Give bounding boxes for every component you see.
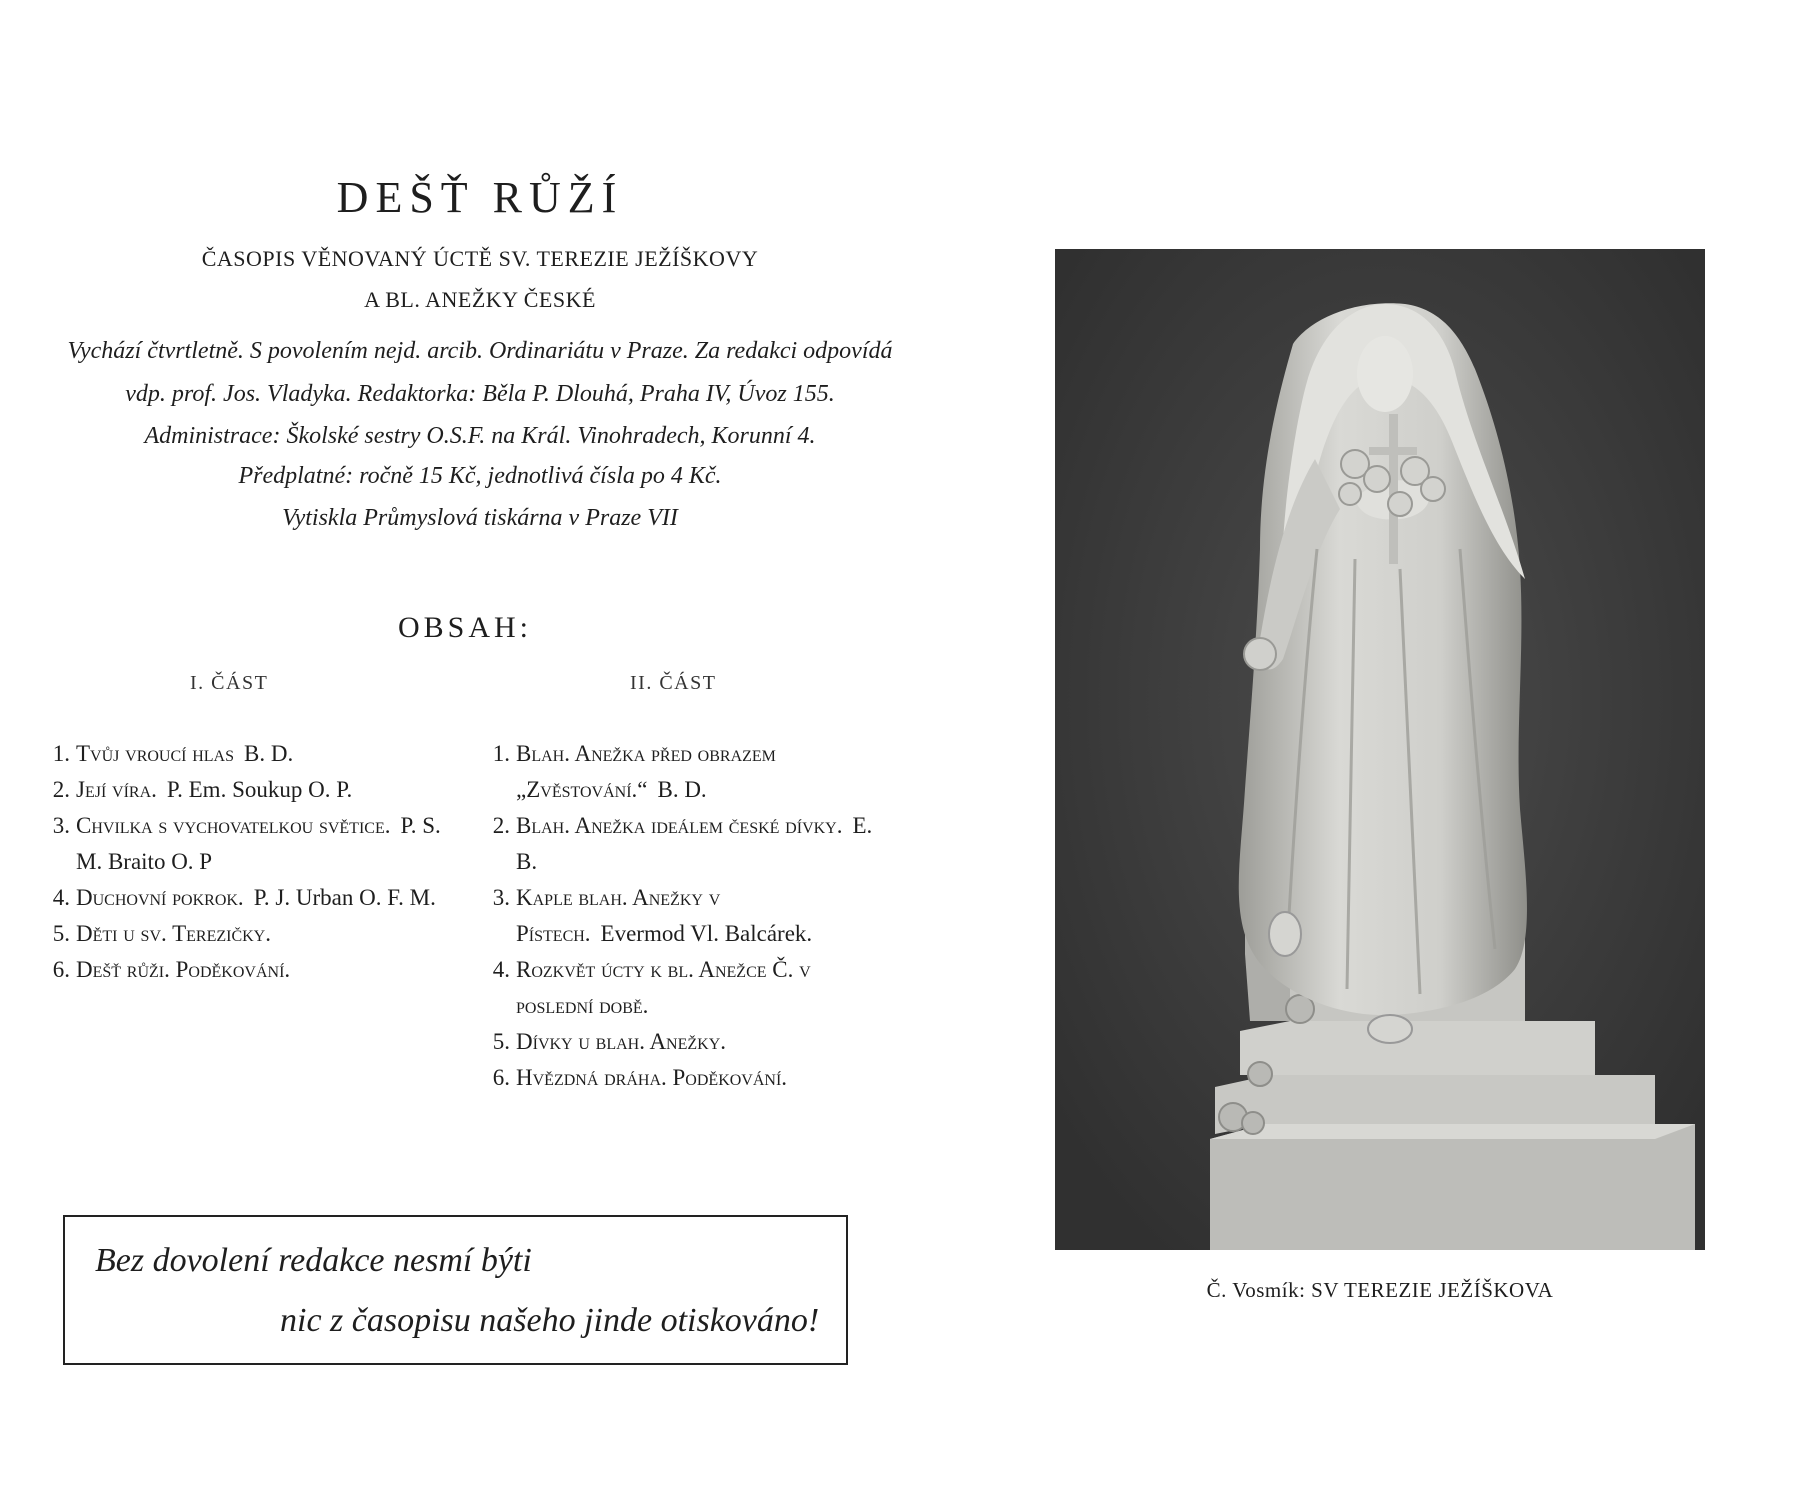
contents-item-number: 2. (52, 777, 70, 802)
contents-item-title: Děti u sv. Terezičky. (76, 921, 271, 946)
contents-item (488, 880, 888, 952)
contents-item (488, 952, 888, 1024)
contents-item-title: Duchovní pokrok. (76, 885, 244, 910)
contents-item-author: Evermod Vl. Balcárek. (600, 921, 813, 946)
magazine-subtitle-continued: A BL. ANEŽKY ČESKÉ (364, 287, 596, 312)
contents-item-title: Její víra. (76, 777, 157, 802)
contents-item-title: Blah. Anežka ideálem české dívky. (516, 813, 843, 838)
contents-item (48, 952, 448, 988)
editor-info-line: vdp. prof. Jos. Vladyka. Redaktorka: Běla P. Dlouhá, Praha IV, Úvoz 155. (125, 381, 835, 407)
printer-info-line: Vytiskla Průmyslová tiskárna v Praze VII (282, 505, 678, 531)
contents-item-title: Kaple blah. Anežky v Pístech. (516, 885, 721, 946)
contents-item-number: 2. (492, 813, 510, 838)
contents-item (48, 880, 448, 916)
contents-item-number: 1. (492, 741, 510, 766)
contents-item-number: 4. (52, 885, 70, 910)
contents-item-number: 4. (492, 957, 510, 982)
statue-photograph (1055, 249, 1705, 1250)
part-2-heading: II. ČÁST (630, 672, 717, 694)
contents-item-number: 5. (52, 921, 70, 946)
contents-item-author: E. B. (516, 813, 873, 874)
contents-item (48, 736, 448, 772)
contents-item (48, 772, 448, 808)
contents-item-title: Dívky u blah. Anežky. (516, 1029, 727, 1054)
magazine-title: DEŠŤ RŮŽÍ (336, 173, 624, 222)
statue-face (1357, 336, 1413, 412)
contents-item (488, 736, 888, 808)
contents-list-part-1 (48, 736, 448, 988)
contents-item-number: 3. (52, 813, 70, 838)
contents-item-author: P. Em. Soukup O. P. (166, 777, 353, 802)
contents-item (488, 1024, 888, 1060)
contents-item-author: B. D. (657, 777, 707, 802)
contents-item (488, 808, 888, 880)
contents-item (48, 808, 448, 880)
part-1-heading: I. ČÁST (190, 672, 269, 694)
contents-item-title: Tvůj vroucí hlas (76, 741, 235, 766)
contents-item-title: Dešť růži. Poděkování. (76, 957, 291, 982)
magazine-subtitle: ČASOPIS VĚNOVANÝ ÚCTĚ SV. TEREZIE JEŽÍŠKOVY (201, 246, 759, 271)
contents-item-number: 6. (52, 957, 70, 982)
contents-heading: OBSAH: (397, 611, 533, 644)
contents-item-author: P. J. Urban O. F. M. (253, 885, 436, 910)
contents-item-author: P. S. M. Braito O. P (76, 813, 441, 874)
contents-item-number: 3. (492, 885, 510, 910)
contents-list-part-2 (488, 736, 888, 1096)
photo-caption: Č. Vosmík: SV TEREZIE JEŽÍŠKOVA (1206, 1278, 1554, 1302)
contents-item-number: 5. (492, 1029, 510, 1054)
copyright-notice-line: Bez dovolení redakce nesmí býti (95, 1242, 532, 1279)
contents-item-title: Rozkvět úcty k bl. Anežce Č. v poslední době. (516, 957, 811, 1018)
contents-item-title: Blah. Anežka před obrazem „Zvěstování.“ (516, 741, 776, 802)
contents-item-author: B. D. (244, 741, 294, 766)
contents-item (488, 1060, 888, 1096)
contents-item-title: Chvilka s vychovatelkou světice. (76, 813, 391, 838)
publication-info-line: Vychází čtvrtletně. S povolením nejd. arcib. Ordinariátu v Praze. Za redakci odpovídá (67, 338, 893, 364)
administration-info-line: Administrace: Školské sestry O.S.F. na Král. Vinohradech, Korunní 4. (144, 423, 816, 449)
contents-item (48, 916, 448, 952)
copyright-notice-line-continued: nic z časopisu našeho jinde otiskováno! (280, 1302, 820, 1339)
contents-item-number: 6. (492, 1065, 510, 1090)
contents-item-title: Hvězdná dráha. Poděkování. (516, 1065, 788, 1090)
contents-item-number: 1. (52, 741, 70, 766)
subscription-info-line: Předplatné: ročně 15 Kč, jednotlivá čísla po 4 Kč. (238, 463, 722, 489)
copyright-notice-box (63, 1215, 848, 1365)
